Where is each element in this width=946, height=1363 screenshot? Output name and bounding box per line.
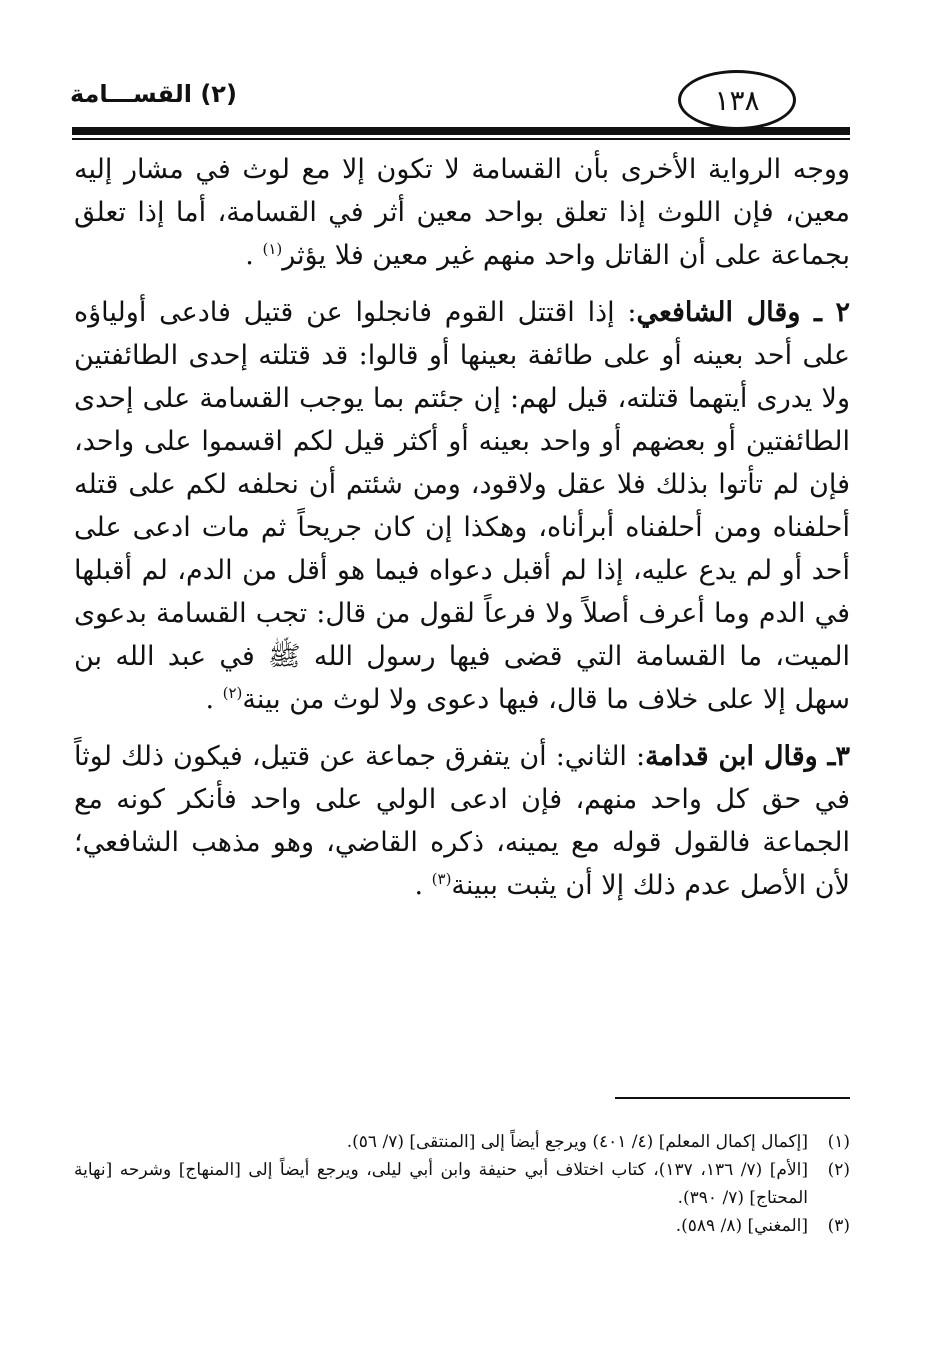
footnote-item	[74, 1212, 850, 1240]
footnote-separator	[615, 1097, 850, 1099]
footnote-item	[74, 1128, 850, 1156]
page-number: ١٣٨	[678, 70, 796, 130]
main-text	[74, 148, 850, 921]
footnote-number: (٢)	[827, 1160, 850, 1180]
footnote-ref-1: (١)	[262, 240, 283, 258]
footnote-number: (١)	[827, 1132, 850, 1152]
footnote-ref-3: (٣)	[431, 870, 452, 888]
header-rule-thin	[72, 138, 850, 140]
footnote-item	[74, 1156, 850, 1212]
footnote-ref-2: (٢)	[222, 684, 243, 702]
paragraph-2	[74, 291, 850, 721]
paragraph-3-lead: ٣ـ وقال ابن قدامة	[645, 741, 850, 772]
paragraph-2-text: : إذا اقتتل القوم فانجلوا عن قتيل فادعى أولياؤه على أحد بعينه أو على طائفة بعينها أو قالوا: قد قتلته إحدى الطائفتين ولا يدرى أيتهما قتلته، قيل لهم: إن جئتم بما يوجب القسامة على إحدى الطائفتين أو بعضهم أو واحد بعينه أو أكثر قيل لكم اقسموا على واحد، فإن لم تأتوا بذلك فلا عقل ولاقود، ومن شئتم أن نحلفه لكم على قتله أحلفناه ومن أحلفناه أبرأناه، وهكذا إن كان جريحاً ثم مات ادعى على أحد أو لم يدع عليه، إذا لم أقبل دعواه فيما هو أقل من الدم، لم أقبلها في الدم وما أعرف أصلاً ولا فرعاً لقول من قال: تجب القسامة بدعوى الميت، ما القسامة التي قضى فيها رسول الله ﷺ في عبد الله بن سهل إلا على خلاف ما قال، فيها دعوى ولا لوث من بينة	[74, 297, 850, 715]
footnote-number: (٣)	[827, 1216, 850, 1236]
footnote-text: [إكمال إكمال المعلم] (٤/ ٤٠١) ويرجع أيضاً إلى [المنتقى] (٧/ ٥٦).	[346, 1132, 808, 1152]
paragraph-3	[74, 735, 850, 907]
paragraph-2-lead: ٢ ـ وقال الشافعي	[636, 297, 850, 328]
paragraph-1-text: ووجه الرواية الأخرى بأن القسامة لا تكون إلا مع لوث في مشار إليه معين، فإن اللوث إذا تعلق بواحد معين أثر في القسامة، أما إذا تعلق بجماعة على أن القاتل واحد منهم غير معين فلا يؤثر	[74, 154, 850, 271]
running-header-title: (٢) القســـامة	[70, 80, 237, 108]
paragraph-3-text: : الثاني: أن يتفرق جماعة عن قتيل، فيكون ذلك لوثاً في حق كل واحد منهم، فإن ادعى الولي على واحد فأنكر كونه مع الجماعة فالقول قوله مع يمينه، ذكره القاضي، وهو مذهب الشافعي؛ لأن الأصل عدم ذلك إلا أن يثبت ببينة	[74, 741, 850, 901]
paragraph-3-end: .	[414, 870, 432, 901]
footnote-text: [الأم] (٧/ ١٣٦، ١٣٧)، كتاب اختلاف أبي حنيفة وابن أبي ليلى، ويرجع أيضاً إلى [المنهاج] وشرحه [نهاية المحتاج] (٧/ ٣٩٠).	[74, 1160, 808, 1208]
paragraph-1	[74, 148, 850, 277]
paragraph-2-end: .	[205, 684, 223, 715]
footnotes	[74, 1128, 850, 1240]
footnote-text: [المغني] (٨/ ٥٨٩).	[675, 1216, 808, 1236]
paragraph-1-end: .	[245, 240, 263, 271]
